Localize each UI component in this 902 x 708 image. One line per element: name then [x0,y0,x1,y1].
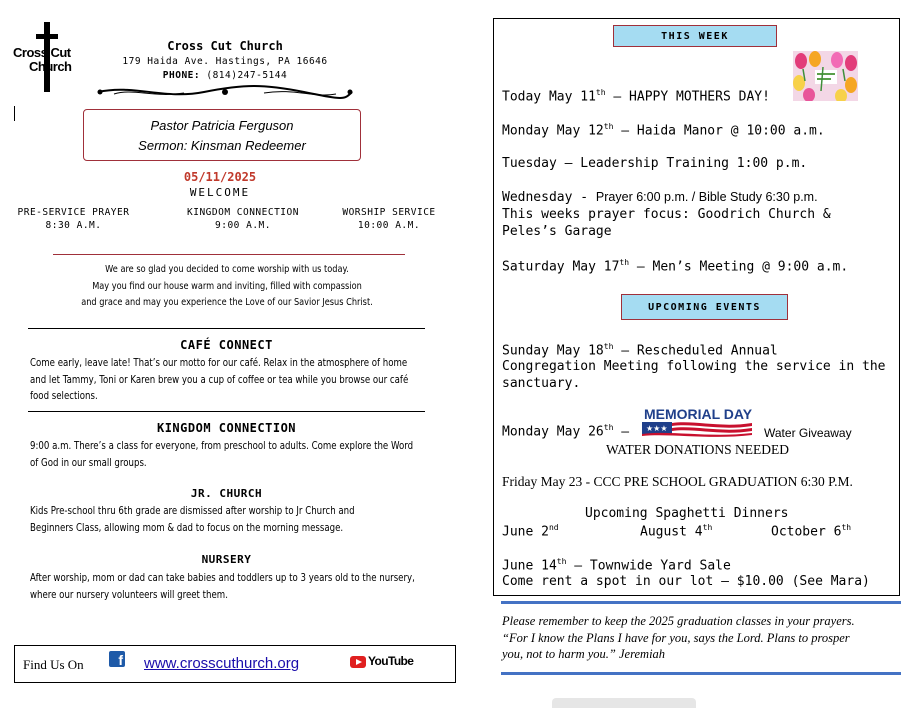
event-sunday-detail: Congregation Meeting following the service in the [502,359,886,374]
welcome-line: and grace and may you experience the Love of our Savior Jesus Christ. [81,297,373,308]
find-us-label: Find Us On [23,657,84,672]
event-text: Prayer 6:00 p.m. / Bible Study 6:30 p.m. [595,190,818,204]
pastor-box [83,109,361,161]
section-title-nursery: NURSERY [201,553,252,566]
phone-number: (814)247-5144 [206,70,288,81]
welcome-heading: WELCOME [189,186,251,199]
body-line: where our nursery volunteers will greet them. [30,588,228,601]
event-text: June 2 [502,524,549,540]
service-time-value: 9:00 A.M. [215,220,271,231]
prayer-focus: This weeks prayer focus: Goodrich Church & [502,207,831,222]
prayer-line: “For I know the Plans I have for you, says the Lord. Plans to prosper [502,630,850,645]
svg-text:★★★: ★★★ [646,424,668,433]
ordinal: th [603,342,614,351]
logo-line-1: Cross Cut [13,45,71,60]
church-name: Cross Cut Church [167,39,283,53]
event-wednesday [502,190,818,205]
memorial-day-logo-text: MEMORIAL DAY [643,406,753,422]
section-body-jr-church [30,503,424,536]
section-body-kingdom [30,438,424,471]
ordinal: nd [548,523,559,532]
tulip-flowers-icon [793,51,858,101]
service-time-value: 10:00 A.M. [357,220,421,231]
event-saturday [502,258,848,274]
body-line: 9:00 a.m. There’s a class for everyone, from preschool to adults. Come explore the Word [30,440,414,452]
section-body-nursery [30,570,424,603]
event-today [502,88,770,104]
dinner-date [502,523,559,539]
text-cursor [14,106,15,121]
section-title-cafe: CAFÉ CONNECT [180,338,273,352]
prayer-line: Please remember to keep the 2025 graduation classes in your prayers. [502,614,855,628]
youtube-label[interactable]: YouTube [368,654,414,668]
event-text: – Men’s Meeting @ 9:00 a.m. [629,259,849,275]
event-text: Wednesday - [502,190,596,205]
upcoming-events-header: UPCOMING EVENTS [621,294,788,320]
section-body-cafe [30,355,424,405]
dinner-date [640,523,712,539]
water-giveaway: Water Giveaway [764,426,852,440]
service-time-value: 8:30 A.M. [45,220,102,231]
event-sunday-detail: sanctuary. [502,376,581,391]
divider [501,601,901,604]
body-line: and let Tammy, Toni or Karen brew you a cup of coffee or tea while you browse our café [30,373,409,386]
divider [53,254,405,255]
event-yard-sale [502,557,731,573]
memorial-day-logo-icon [640,406,756,438]
ordinal: th [595,88,606,97]
section-title-jr-church: JR. CHURCH [190,487,263,500]
event-text: – HAPPY MOTHERS DAY! [605,89,770,105]
event-text: Today May 11 [502,89,596,105]
event-text: – Townwide Yard Sale [566,558,731,574]
event-text: – Haida Manor @ 10:00 a.m. [613,123,825,139]
facebook-icon[interactable]: f [109,651,125,667]
water-donations-needed: WATER DONATIONS NEEDED [606,442,789,457]
welcome-line: We are so glad you decided to come worship with us today. [105,264,349,275]
event-yard-sale-detail: Come rent a spot in our lot – $10.00 (See Mara) [502,574,870,589]
event-tuesday: Tuesday – Leadership Training 1:00 p.m. [502,156,808,171]
ordinal: th [603,423,614,432]
divider [28,411,425,412]
spaghetti-dinners-title: Upcoming Spaghetti Dinners [585,506,789,521]
prayer-focus: Peles’s Garage [502,224,612,239]
church-address: 179 Haida Ave. Hastings, PA 16646 [122,56,328,67]
event-text: Monday May 12 [502,123,604,139]
service-time-label: PRE-SERVICE PRAYER [17,207,130,218]
body-line: food selections. [30,390,98,402]
ordinal: th [702,523,713,532]
logo-line-2: Church [29,59,72,74]
event-text: October 6 [771,524,842,540]
prayer-line: you, not to harm you.” Jeremiah [502,647,666,661]
service-time-label: WORSHIP SERVICE [342,207,436,218]
youtube-icon[interactable] [350,656,366,668]
divider [501,672,901,675]
divider [28,328,425,329]
body-line: Kids Pre-school thru 6th grade are dismissed after worship to Jr Church and [30,505,355,517]
event-text: Monday May 26 [502,424,604,440]
prayer-note [502,613,902,663]
this-week-header: THIS WEEK [613,25,777,47]
dinner-date [771,523,851,539]
website-link[interactable]: www.crosscuthurch.org [144,655,300,672]
event-text: August 4 [640,524,703,540]
decorative-flourish-icon [94,82,356,102]
event-text: Saturday May 17 [502,259,620,275]
event-text: – [613,424,630,440]
sermon-title: Sermon: Kinsman Redeemer [138,138,306,153]
phone-label: PHONE: [162,70,201,81]
event-text: June 14 [502,558,557,574]
church-logo-text [13,46,72,74]
event-text: – Rescheduled Annual [613,343,778,359]
body-line: Come early, leave late! That’s our motto for our café. Relax in the atmosphere of home [30,357,408,369]
event-text: Sunday May 18 [502,343,604,359]
ordinal: th [603,122,614,131]
event-monday [502,122,825,138]
body-line: Beginners Class, allowing mom & dad to focus on the morning message. [30,521,344,534]
body-line: of God in our small groups. [30,456,147,469]
section-title-kingdom: KINGDOM CONNECTION [156,421,297,435]
body-line: After worship, mom or dad can take babies and toddlers up to 3 years old to the nursery, [30,572,415,584]
service-time-label: KINGDOM CONNECTION [187,207,299,218]
church-phone [110,70,340,81]
ordinal: th [841,523,852,532]
welcome-line: May you find our house warm and inviting, filled with compassion [92,280,362,292]
welcome-message [65,262,388,312]
event-memorial-day [502,423,629,439]
scroll-tab [552,698,696,708]
event-graduation: Friday May 23 - CCC PRE SCHOOL GRADUATION 6:30 P.M. [502,474,853,489]
service-date: 05/11/2025 [183,170,257,184]
pastor-name: Pastor Patricia Ferguson [150,118,294,133]
ordinal: th [556,557,567,566]
ordinal: th [619,258,630,267]
event-sunday [502,342,778,358]
